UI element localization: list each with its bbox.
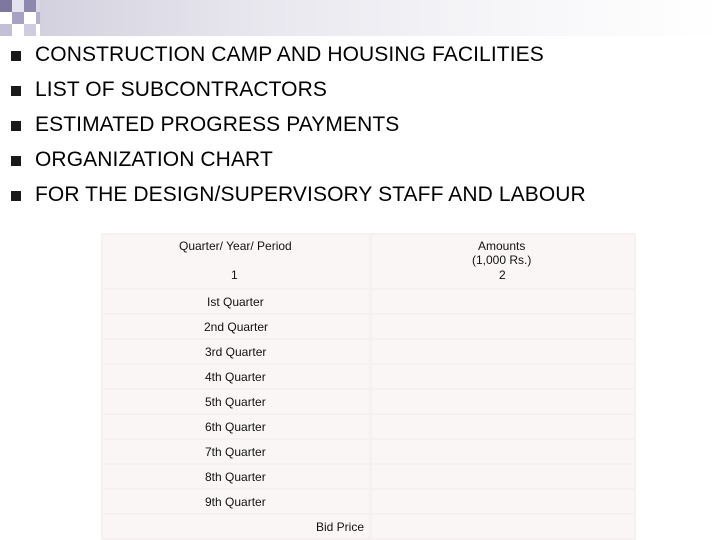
quarter-label: 7th Quarter xyxy=(205,445,266,459)
bullet-text: CONSTRUCTION CAMP AND HOUSING FACILITIES xyxy=(35,43,544,66)
square-bullet-icon xyxy=(11,51,21,61)
bid-price-amount-cell xyxy=(372,515,634,538)
bullet-item xyxy=(0,180,720,215)
quarter-label: 3rd Quarter xyxy=(205,345,267,359)
bullet-item xyxy=(0,40,720,75)
bullet-text: LIST OF SUBCONTRACTORS xyxy=(35,78,327,101)
header-amount-label: Amounts xyxy=(478,239,526,253)
header-period-label: Quarter/ Year/ Period xyxy=(179,239,292,253)
table-row xyxy=(103,490,369,513)
quarter-label: 4th Quarter xyxy=(205,370,266,384)
header-period-number: 1 xyxy=(231,268,238,282)
table-row xyxy=(103,315,369,338)
table-row xyxy=(103,415,369,438)
progress-payments-table xyxy=(101,233,636,540)
amount-cell xyxy=(372,415,634,438)
square-bullet-icon xyxy=(11,191,21,201)
amount-cell xyxy=(372,490,634,513)
amount-cell xyxy=(372,290,634,313)
table-row xyxy=(103,340,369,363)
table-row xyxy=(103,440,369,463)
quarter-label: 8th Quarter xyxy=(205,470,266,484)
amount-cell xyxy=(372,315,634,338)
header-period-cell xyxy=(103,235,369,288)
bullet-text: FOR THE DESIGN/SUPERVISORY STAFF AND LABOUR xyxy=(35,183,586,206)
bid-price-row xyxy=(103,515,369,538)
amount-cell xyxy=(372,365,634,388)
header-gradient-stripe xyxy=(40,0,720,36)
amount-cell xyxy=(372,465,634,488)
table-row xyxy=(103,465,369,488)
bullet-item xyxy=(0,145,720,180)
quarter-label: 9th Quarter xyxy=(205,495,266,509)
table-row xyxy=(103,290,369,313)
bullet-item xyxy=(0,110,720,145)
bid-price-label: Bid Price xyxy=(316,520,365,534)
quarter-label: 5th Quarter xyxy=(205,395,266,409)
bullet-text: ESTIMATED PROGRESS PAYMENTS xyxy=(35,113,400,136)
table-row xyxy=(103,390,369,413)
bullet-text: ORGANIZATION CHART xyxy=(35,148,273,171)
square-bullet-icon xyxy=(11,156,21,166)
quarter-label: 2nd Quarter xyxy=(204,320,269,334)
bullet-list xyxy=(0,40,720,215)
header-amount-number: 2 xyxy=(499,268,506,282)
amount-cell xyxy=(372,340,634,363)
square-bullet-icon xyxy=(11,86,21,96)
header-amount-cell xyxy=(372,235,634,288)
quarter-label: 6th Quarter xyxy=(205,420,266,434)
header-amount-unit: (1,000 Rs.) xyxy=(472,253,532,267)
table-row xyxy=(103,365,369,388)
square-bullet-icon xyxy=(11,121,21,131)
bullet-item xyxy=(0,75,720,110)
amount-cell xyxy=(372,390,634,413)
quarter-label: Ist Quarter xyxy=(207,295,264,309)
amount-cell xyxy=(372,440,634,463)
